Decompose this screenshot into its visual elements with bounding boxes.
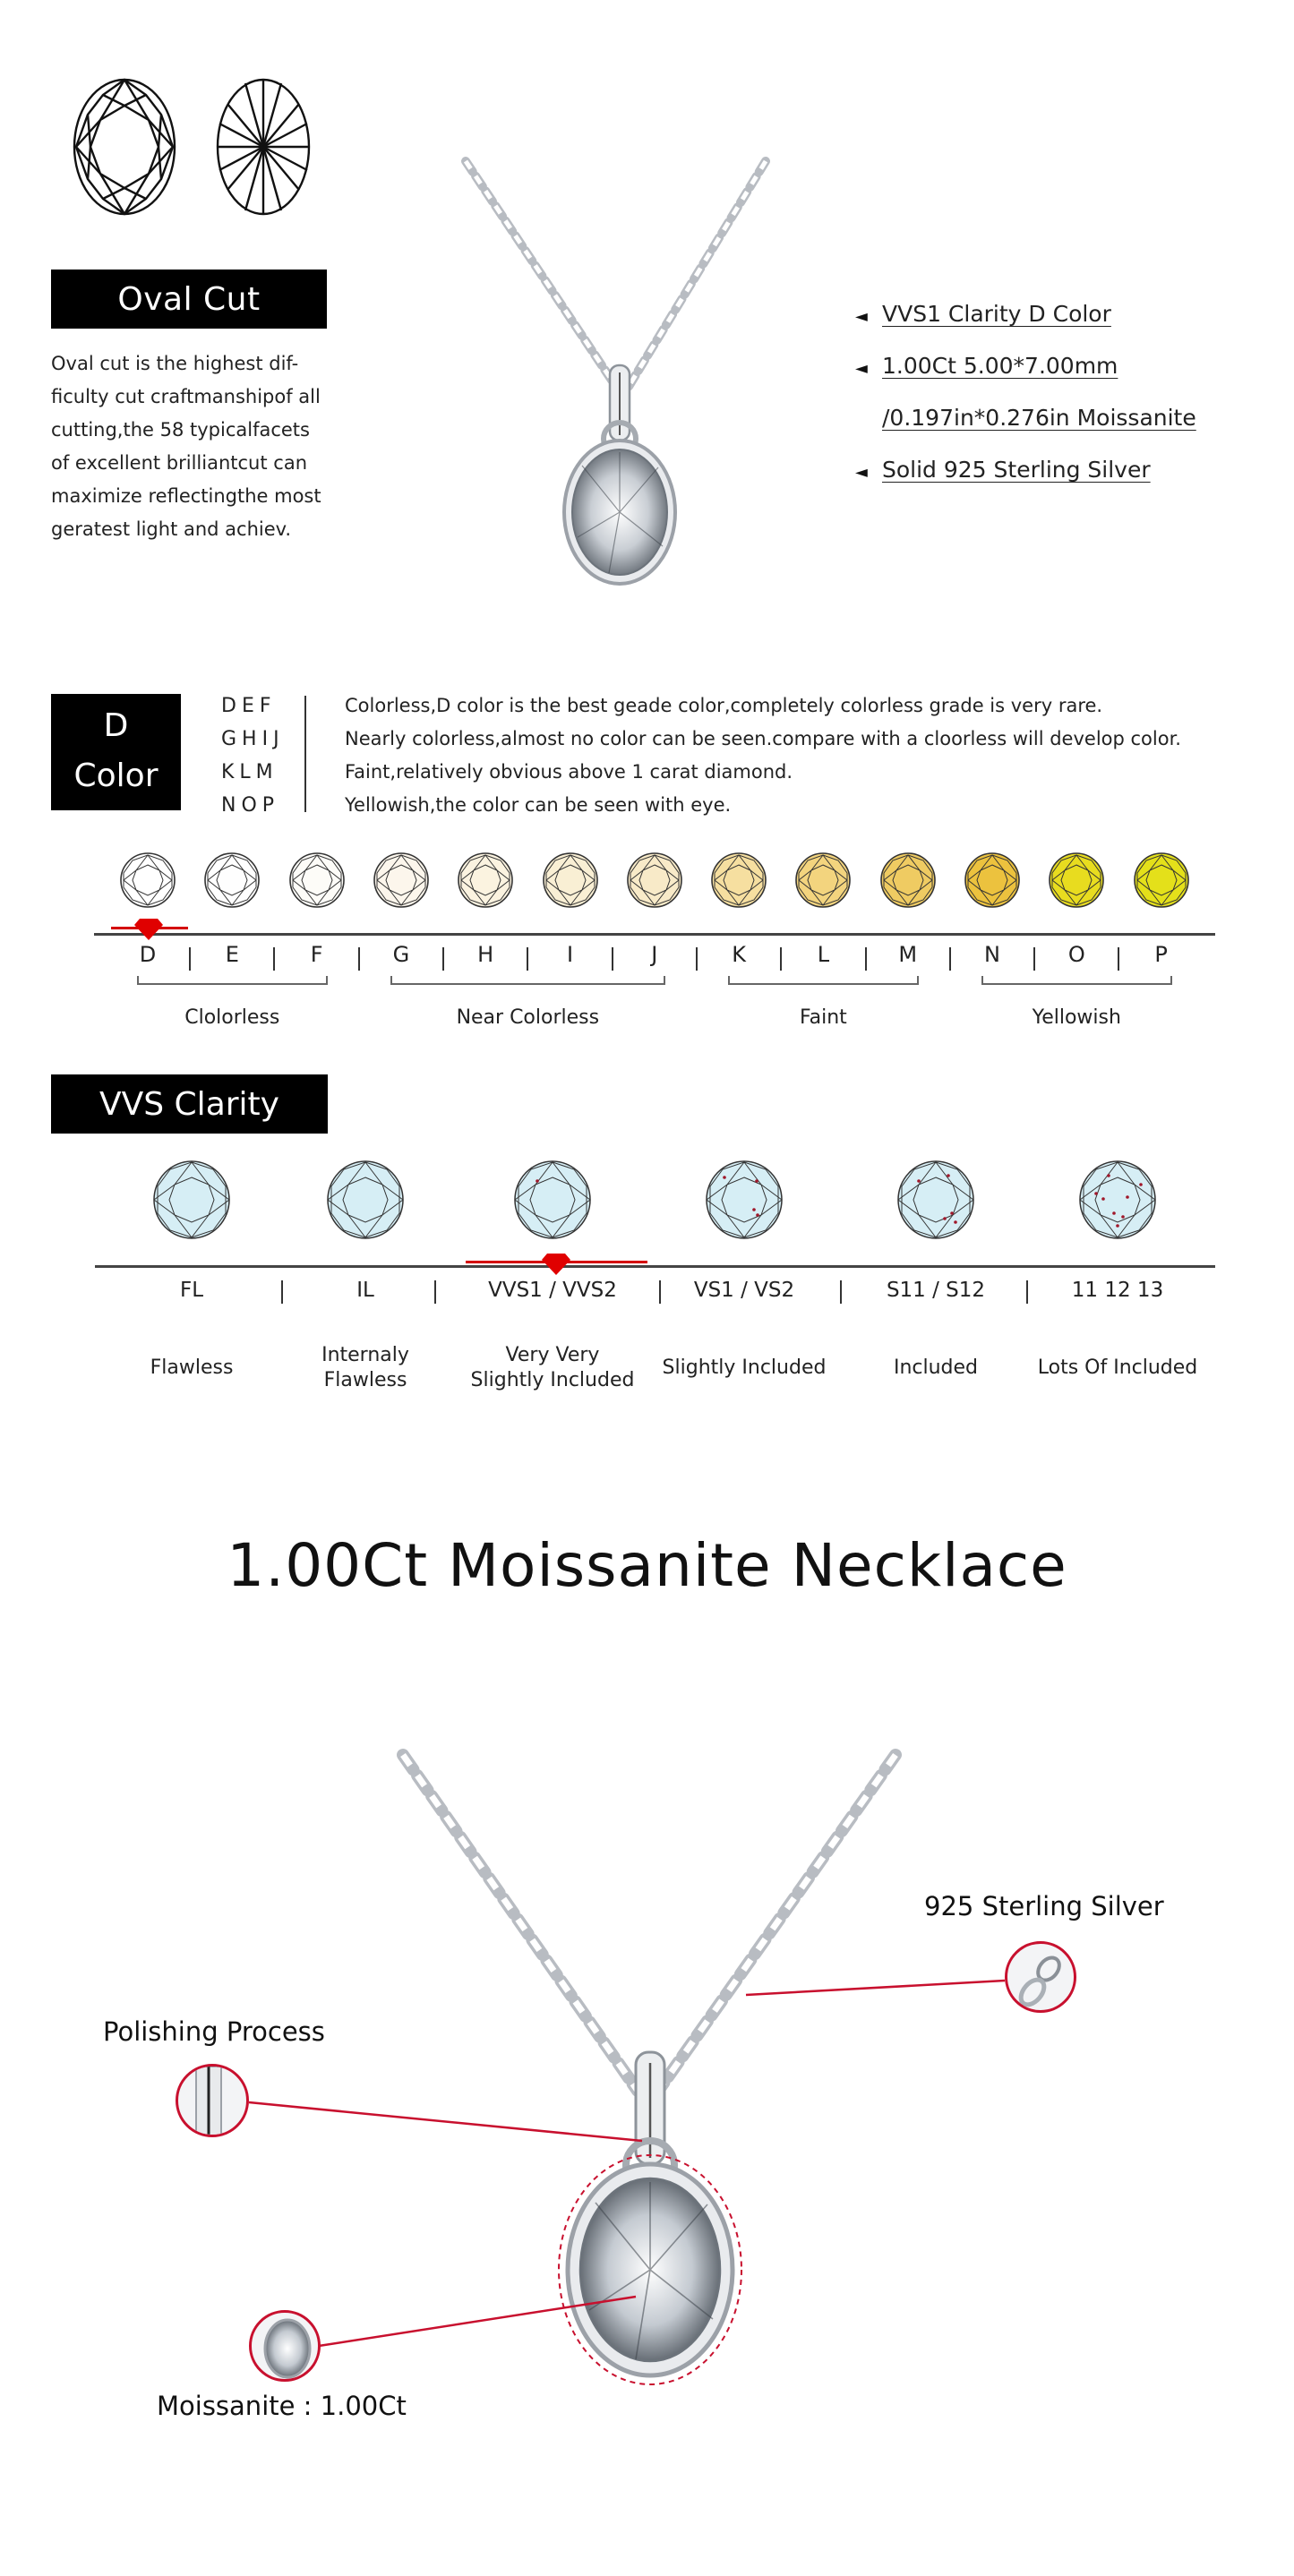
color-grade-letter: I <box>566 942 574 967</box>
stone-detail-zoom <box>249 2310 321 2382</box>
desc-line: cutting,the 58 typicalfacets <box>51 419 310 441</box>
left-triangle-icon: ◄ <box>855 307 868 326</box>
group-label: Yellowish <box>1032 1006 1121 1029</box>
color-grade-letter: E <box>225 942 239 967</box>
oval-cut-title: Oval Cut <box>51 270 327 329</box>
d-color-title-line2: Color <box>73 757 159 794</box>
clarity-code: VS1 / VS2 <box>693 1279 795 1302</box>
color-grade-letter: G <box>392 942 410 967</box>
bail-detail-zoom <box>176 2064 249 2137</box>
callout-sterling-silver-label: 925 Sterling Silver <box>924 1891 1164 1921</box>
color-grade-letter: N <box>984 942 1000 967</box>
desc-line: geratest light and achiev. <box>51 518 292 540</box>
callout-stone-label: Moissanite : 1.00Ct <box>157 2391 407 2421</box>
color-grade-letter: M <box>898 942 918 967</box>
clarity-code: S11 / S12 <box>886 1279 986 1302</box>
color-grade-letter: J <box>651 942 658 967</box>
color-grade-letter: O <box>1067 942 1085 967</box>
grade-desc: Faint,relatively obvious above 1 carat diamond. <box>345 761 793 783</box>
product-title: 1.00Ct Moissanite Necklace <box>227 1531 1067 1600</box>
color-grade-letter: F <box>310 942 323 967</box>
spec-text: Solid 925 Sterling Silver <box>882 457 1151 483</box>
grade-desc: Yellowish,the color can be seen with eye. <box>345 794 732 816</box>
grade-desc: Colorless,D color is the best geade color,completely colorless grade is very rare. <box>345 695 1103 716</box>
grade-letters: NOP <box>221 794 280 817</box>
grade-desc: Nearly colorless,almost no color can be seen.compare with a cloorless will develop color. <box>345 728 1181 749</box>
clarity-name: Slightly Included <box>662 1356 827 1379</box>
color-grade-letter: P <box>1154 942 1168 967</box>
color-grade-letter: H <box>477 942 494 967</box>
d-color-title-line1: D <box>103 707 129 744</box>
desc-line: maximize reflectingthe most <box>51 485 321 507</box>
spec-text: 1.00Ct 5.00*7.00mm <box>882 353 1118 379</box>
clarity-code: VVS1 / VVS2 <box>488 1279 617 1302</box>
spec-text: /0.197in*0.276in Moissanite <box>882 405 1196 431</box>
clarity-name: Very Very Slightly Included <box>470 1344 635 1391</box>
left-triangle-icon: ◄ <box>855 359 868 378</box>
grade-letters: KLM <box>221 761 279 783</box>
group-label: Faint <box>799 1006 847 1029</box>
chain-detail-zoom <box>1005 1941 1076 2013</box>
group-label: Near Colorless <box>456 1006 600 1029</box>
desc-line: of excellent brilliantcut can <box>51 452 308 474</box>
callout-polishing-label: Polishing Process <box>103 2016 325 2047</box>
desc-line: ficulty cut craftmanshipof all <box>51 386 321 407</box>
left-triangle-icon: ◄ <box>855 463 868 482</box>
vvs-clarity-title: VVS Clarity <box>51 1074 328 1134</box>
grade-letters: DEF <box>221 695 277 717</box>
clarity-name: Lots Of Included <box>1037 1356 1198 1379</box>
color-grade-letter: K <box>732 942 746 967</box>
clarity-name: Internaly Flawless <box>321 1344 409 1391</box>
clarity-name: Flawless <box>150 1356 234 1379</box>
clarity-code: FL <box>179 1279 204 1302</box>
clarity-code: 11 12 13 <box>1071 1279 1164 1302</box>
clarity-code: IL <box>356 1279 374 1302</box>
color-grade-letter: D <box>139 942 157 967</box>
clarity-name: Included <box>893 1356 979 1379</box>
spec-text: VVS1 Clarity D Color <box>882 301 1111 327</box>
color-grade-letter: L <box>817 942 830 967</box>
group-label: Clolorless <box>184 1006 280 1029</box>
desc-line: Oval cut is the highest dif- <box>51 353 299 374</box>
grade-letters: GHIJ <box>221 728 285 750</box>
